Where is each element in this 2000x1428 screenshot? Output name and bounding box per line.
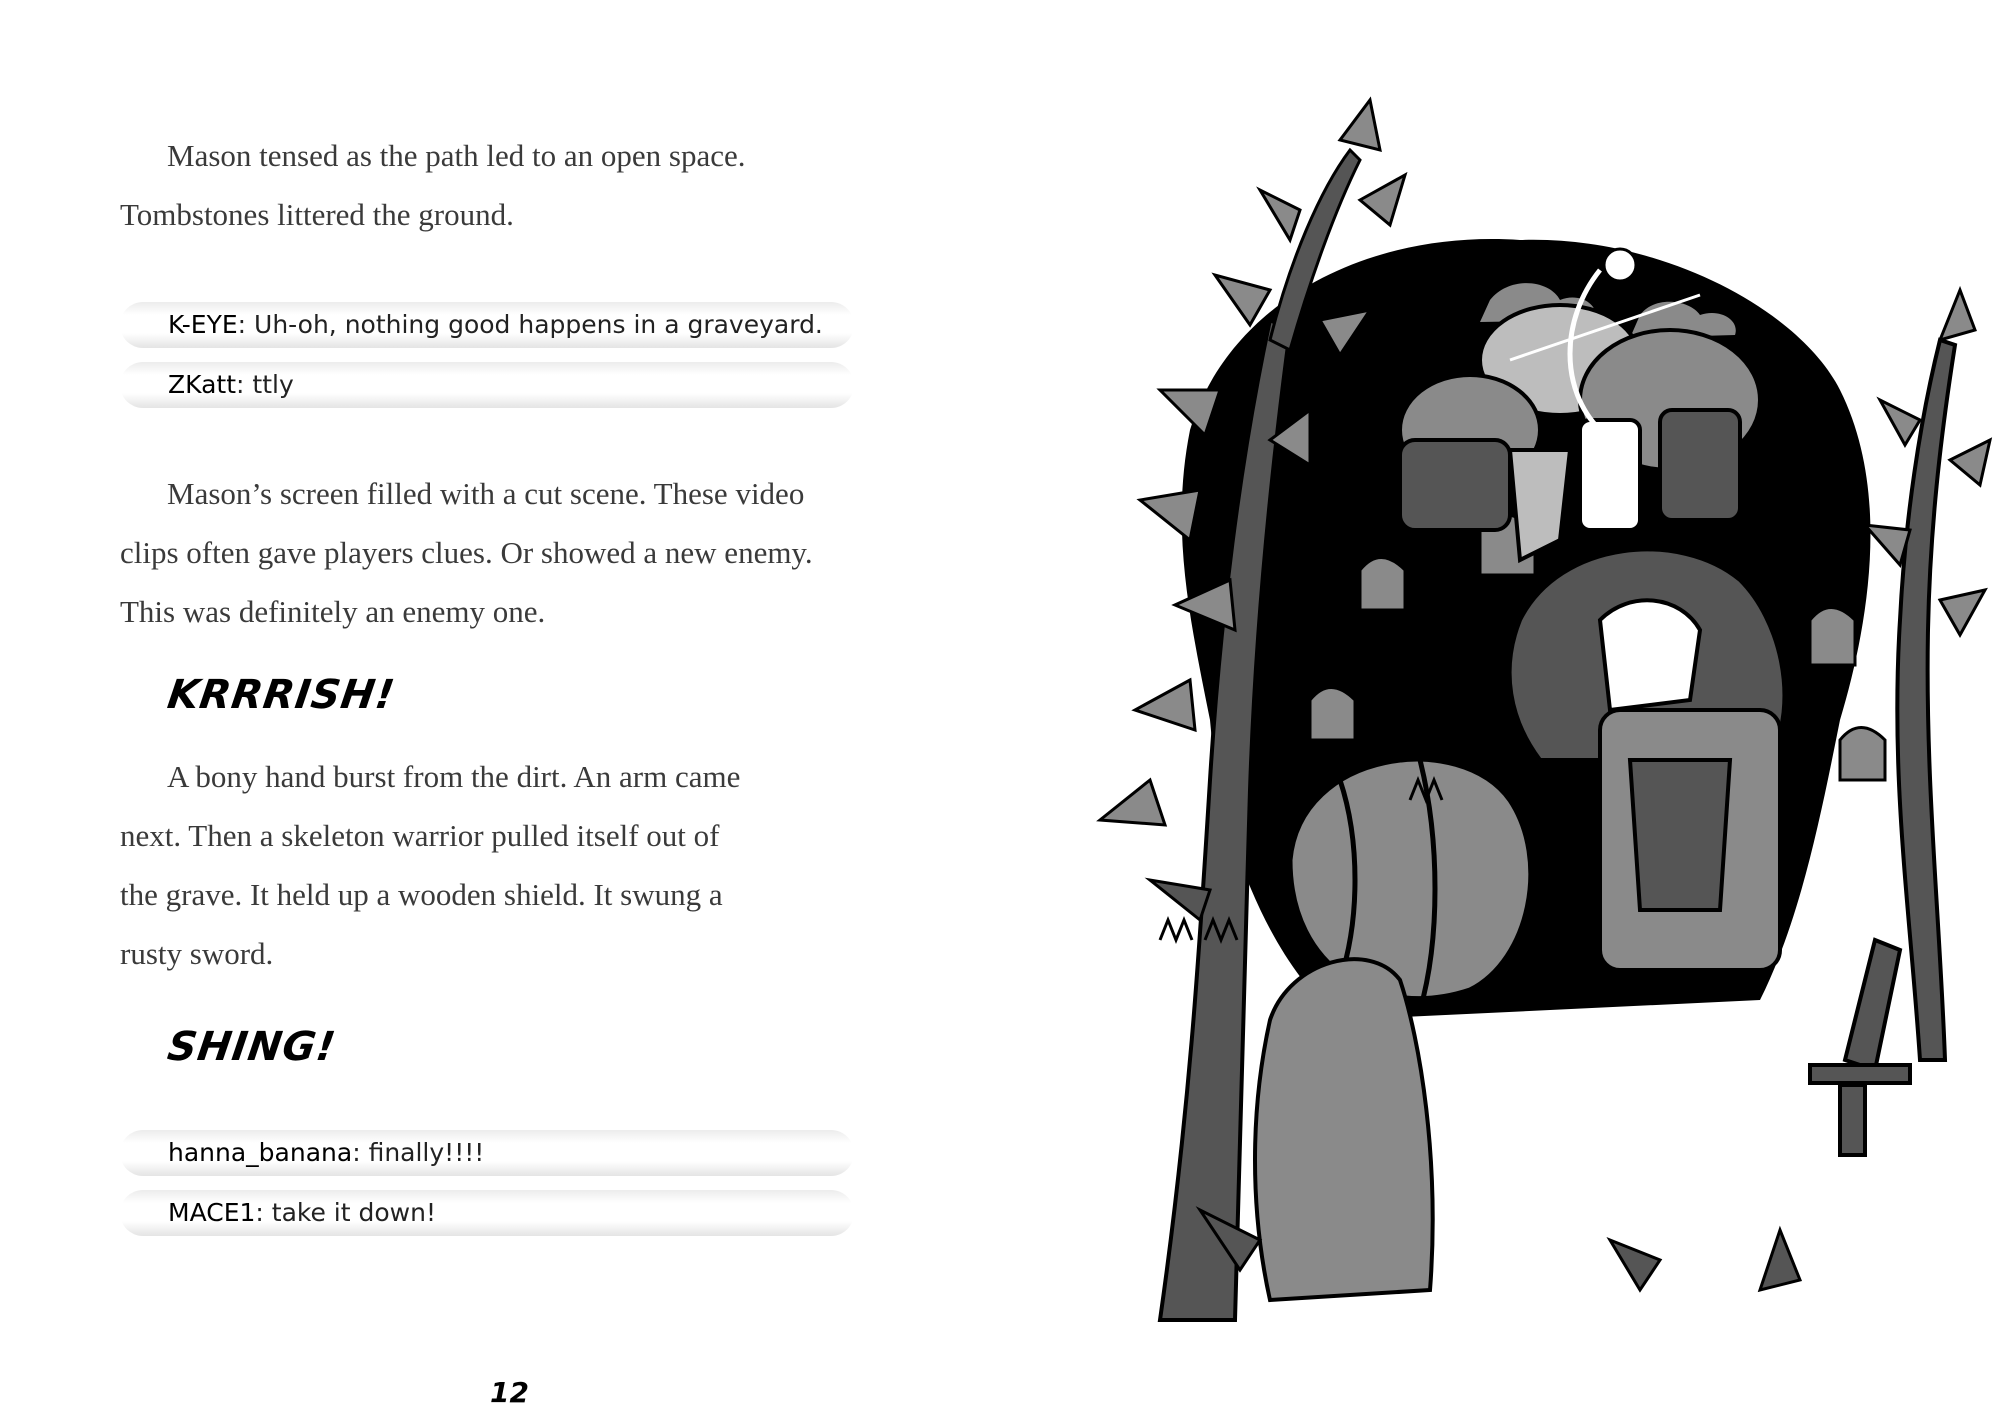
text-line: clips often gave players clues. Or showed a new enemy. [120,535,813,570]
chat-username: ZKatt [168,370,237,399]
chat-message: MACE1: take it down! [120,1190,854,1236]
chat-message: ZKatt: ttly [120,362,854,408]
chat-message: K-EYE: Uh-oh, nothing good happens in a graveyard. [120,302,854,348]
chat-username: MACE1 [168,1198,256,1227]
paragraph-1 [120,126,800,244]
chat-username: hanna_banana [168,1138,353,1167]
chat-message: hanna_banana: finally!!!! [120,1130,854,1176]
chat-text: ttly [252,370,294,399]
paragraph-3 [120,747,800,983]
text-line: This was definitely an enemy one. [120,594,546,629]
chat-text: finally!!!! [368,1138,485,1167]
page-number: 12 [490,1376,529,1409]
text-line: the grave. It held up a wooden shield. It swung a [120,877,723,912]
chat-username: K-EYE [168,310,238,339]
text-line: next. Then a skeleton warrior pulled itself out of [120,818,720,853]
right-page [1000,0,2000,1428]
text-line: A bony hand burst from the dirt. An arm came [167,759,741,794]
graveyard-skeleton-warrior-illustration [1040,60,2000,1420]
chat-text: take it down! [271,1198,436,1227]
paragraph-2 [120,464,813,641]
text-line: Tombstones littered the ground. [120,197,514,232]
text-line: rusty sword. [120,936,274,971]
text-line: Mason tensed as the path led to an open space. [167,138,746,173]
sound-effect: KRRRISH! [164,672,399,718]
text-line: Mason’s screen filled with a cut scene. These video [167,476,805,511]
chat-text: Uh-oh, nothing good happens in a graveyard. [254,310,823,339]
sound-effect: SHING! [164,1024,339,1070]
